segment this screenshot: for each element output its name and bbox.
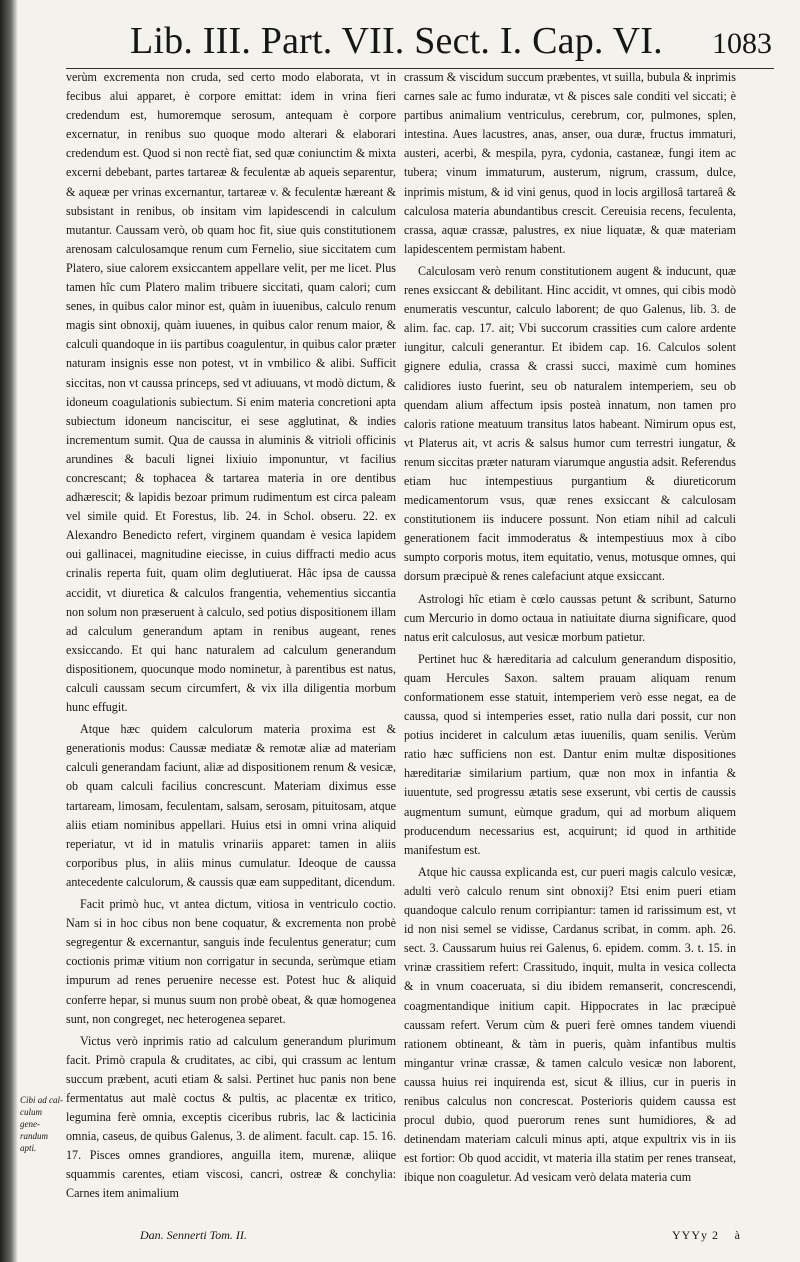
margin-note-line: randum apti. (20, 1131, 49, 1153)
chapter-heading: Lib. III. Part. VII. Sect. I. Cap. VI. (130, 20, 663, 62)
page-number: 1083 (712, 27, 772, 60)
paragraph: Astrologi hîc etiam è cœlo caussas petunt & scribunt, Saturno cum Mercurio in domo octaua in natiuitate diurna significare, quod natus erit calculosus, aut vesicæ morbum patietur. (404, 591, 736, 644)
paragraph: crassum & viscidum succum præbentes, vt suilla, bubula & inprimis carnes sale ac fumo induratæ, vt & pisces sale conditi vel siccati; è partibus animalium ventriculus, cerebrum, cor, pulmones, splen, intestina. Aues lacustres, anas, anser, oua duræ, fructus immaturi, austeri, acerbi, & mespila, pyra, cydonia, castaneæ, fungi item ac tubera; vinum immaturum, austerum, nigrum, crassum, dulce, inprimis mistum, & id vini genus, quod in locis argillosâ tartareâ & calculosa materia abundantibus crescit. Cereuisia recens, feculenta, crassa, aquæ crassæ, palustres, ex niue liquatæ, & quæ materiam lapidescentem permistam habent. (404, 70, 736, 256)
left-text-column (66, 68, 396, 1204)
paragraph: Calculosam verò renum constitutionem augent & inducunt, quæ renes exsiccant & debilitant. Hinc accidit, vt omnes, qui cibis modò enumeratis vescuntur, calculo laborent; de quo Galenus, lib. 3. de alim. fac. cap. 17. ait; Vbi succorum crassities cum calore ardente iungitur, calculi generantur. Et ibidem cap. 16. Calculos solent gignere edulia, crassa & crassi succi, maximè cum homines calidiores iusto fuerint, seu ob naturalem intemperiem, seu ob quendam alium affectum ipsis posteà innatum, non tamen pro caloris ratione meatuum transitus latos habeant. Nimirum opus est, vt Platerus ait, vt acris & salsus humor cum terrestri iungatur, & renum siccitas præter naturam viarumque angustia adsit. Referendus etiam huc intempestiuus purgantium & diureticorum medicamentorum vsus, quæ renes exsiccant & calculosam constitutionem iis inducere possunt. Non etiam nihil ad calculi generationem facit immoderatus & intempestiuus mox à cibo sumpto corporis motus, item equitatio, venus, motusque omnes, qui dorsum præcipuè & renes calefaciunt atque exsiccant. (404, 263, 736, 584)
right-text-column (404, 68, 736, 1187)
paragraph: Atque hæc quidem calculorum materia proxima est & generationis modus: Caussæ mediatæ & remotæ aliæ ad materiam calculi generandam faciunt, aliæ ad dispositionem renum & vesicæ, ob quam calculi facilius concrescunt. Materiam diximus esse tartaream, limosam, feculentam, salsam, serosam, pituitosam, atque aliis etiam nominibus appellari. Huius etsi in omni vrina aliquid reperiatur, vt id in matulis vrinariis apparet: tamen in aliis corporibus plus, in aliis minus cumulatur. Ideoque de caussa antecedente calculorum, & caussis quæ eam suppeditant, dicendum. (66, 722, 396, 889)
running-head (0, 18, 800, 68)
signature-mark: YYYy 2 (672, 1228, 719, 1242)
paragraph: Victus verò inprimis ratio ad calculum generandum plurimum facit. Primò crapula & cruditates, ac cibi, qui crassum ac lentum succum præbent, acuti etiam & salsi. Pertinet huc panis non bene fermentatus aut malè coctus & pultis, ac placentæ ex tritico, legumina ferè omnia, exceptis ciceribus rubris, lac & lacticinia omnia, caseus, de quibus Galenus, 3. de aliment. facult. cap. 15. 16. 17. Pisces omnes grandiores, anguilla item, murenæ, aliique squammis carentes, etiam viscosi, cancri, ostreæ & conchylia: Carnes item animalium (66, 1033, 396, 1201)
margin-note-line: culum gene- (20, 1107, 42, 1129)
page-footer (140, 1228, 740, 1248)
paragraph: Atque hic caussa explicanda est, cur pueri magis calculo vesicæ, adulti verò calculo renum sint obnoxij? Etsi enim pueri etiam quandoque calculo renum corripiantur: tamen id rarissimum est, vt id non nisi semel se vidisse, Cardanus scribat, in comm. aph. 26. sect. 3. Caussarum huius rei Galenus, 6. epidem. comm. 3. t. 15. in vrinæ crassitiem refert: Crassitudo, inquit, multa in vesica collecta & in vnum coaceruata, si diu ibidem remanserit, concrescendi, coagmentandique initium capit. Hippocrates in lac præcipuè caussam refert. Verum cùm & pueri ferè omnes tandem viuendi rationem obtineant, & tàm in pueris, quàm infantibus multis mingantur vrinæ crassæ, & tamen calculo vesicæ non laborent, caussa huius rei inquirenda est, sicut & illius, cur in pueris in renibus calculus non concrescat. Posterioris quidem caussa est procul dubio, quod puerorum renes sunt humidiores, & ad detinendam materiam calculi minus apti, atque expultrix vis in iis est fortior: Ob quod accidit, vt materia illa statim per renes transeat, ibique non coaguletur. Ad vesicam verò delata materia cum (404, 864, 736, 1185)
footer-signature: Dan. Sennerti Tom. II. (140, 1228, 247, 1242)
paragraph: Pertinet huc & hæreditaria ad calculum generandum dispositio, quam Hercules Saxon. saltem prauam aliquam renum conformationem esse statuit, intemperiem verò esse negat, ea de caussa, quod si intemperies esset, ratio nulla dari possit, cur non potius incideret in calculum ætas iuuenilis, quam senilis. Verùm ratio hæc sufficiens non est. Dantur enim multæ dispositiones hæreditariæ similarium partium, quæ non mox in infantia & iuuentute, sed progressu ætatis sese exserunt, vbi certis de caussis augmentum sumunt, eùmque gradum, qui ad morbum aliquem producendum necessarius est, acquirunt; id quod in arthitide manifestum est. (404, 651, 736, 857)
paragraph: verùm excrementa non cruda, sed certo modo elaborata, vt in fecibus alui apparet, è corpore emittat: idem in vrina fieri credendum est, humoremque serosum, antequam è corpore excernatur, in renibus suo quoque modo alterari & elaborari credendum est. Quod si non rectè fiat, sed quæ coniunctim & mixta excerni debebant, partes tartareæ & feculentæ ab aqueis separentur, & aqueæ per vrinas excernantur, tartareæ v. & feculentæ hæreant & subsistant in renibus, ob insitam vim lapidescendi in calculum mutantur. Caussam verò, ob quam hoc fit, siue quis constitutionem arenosam calculosamque renum cum Fernelio, siue siccitatem cum Platero, siue calorem exsiccantem appellare velit, per me licet. Plus tamen hîc cum Platero malim tribuere siccitati, quam calori; cum senes, in quibus calor minor est, quàm in iuuenibus, calculo renum magis sint obnoxij, quàm iuuenes, in quibus calor renum maior, & calculi quandoque in iis partibus coagulentur, in quibus calor præter naturam insignis esse non potest, vt in vmbilico & alibi. Sufficit siccitas, non vt caussa princeps, sed vt adiuuans, vt modò dictum, & idoneum coagulationis subiectum. Si enim materia concretioni apta subiectum idoneum nanciscitur, ei sese agglutinat, & indies incrementum sumit. Qua de caussa in aluminis & vitrioli officinis arundines & baculi lignei lixiuio imponuntur, vt facilius concrescant; & tophacea & tartarea materia in ore dentibus adhærescit; & lapidis bezoar primum rudimentum est circa paleam vel simile quid. Et Forestus, lib. 24. in Schol. obseru. 22. ex Alexandro Benedicto refert, virginem quandam è vesica lapidem oui gallinacei, magnitudine eiecisse, in cuius diffracti medio acus crinalis reperta fuit, quam olim deglutiuerat. Hâc ipsa de caussa accidit, vt diuretica & calculos frangentia, vehementius siccantia non solum non præseruent à calculo, sed potius dispositionem illam ad calculum generandum aptam in renibus augeant, renes exsiccando. Et qui hanc naturalem ad calculum generandum dispositionem, quocunque modo nominetur, à parentibus est natus, calculi caussam secum circumfert, & vix illa diligentia morbum hunc effugit. (66, 70, 396, 715)
catchword: à (734, 1228, 740, 1242)
margin-note-line: Cibi ad cal- (20, 1095, 63, 1105)
margin-note (20, 1094, 64, 1154)
paragraph: Facit primò huc, vt antea dictum, vitiosa in ventriculo coctio. Nam si in hoc cibus non bene coquatur, & excrementa non probè segregentur & excernantur, sanguis inde feculentus generatur; cum coctionis primæ vitium non corrigatur in secunda, serùmque etiam impurum ad renes peruenire necesse est. Potest huc & aliquid conferre hepar, si munus suum non probè obeat, & quæ homogenea sunt, non congreget, nec heterogenea separet. (66, 897, 396, 1026)
